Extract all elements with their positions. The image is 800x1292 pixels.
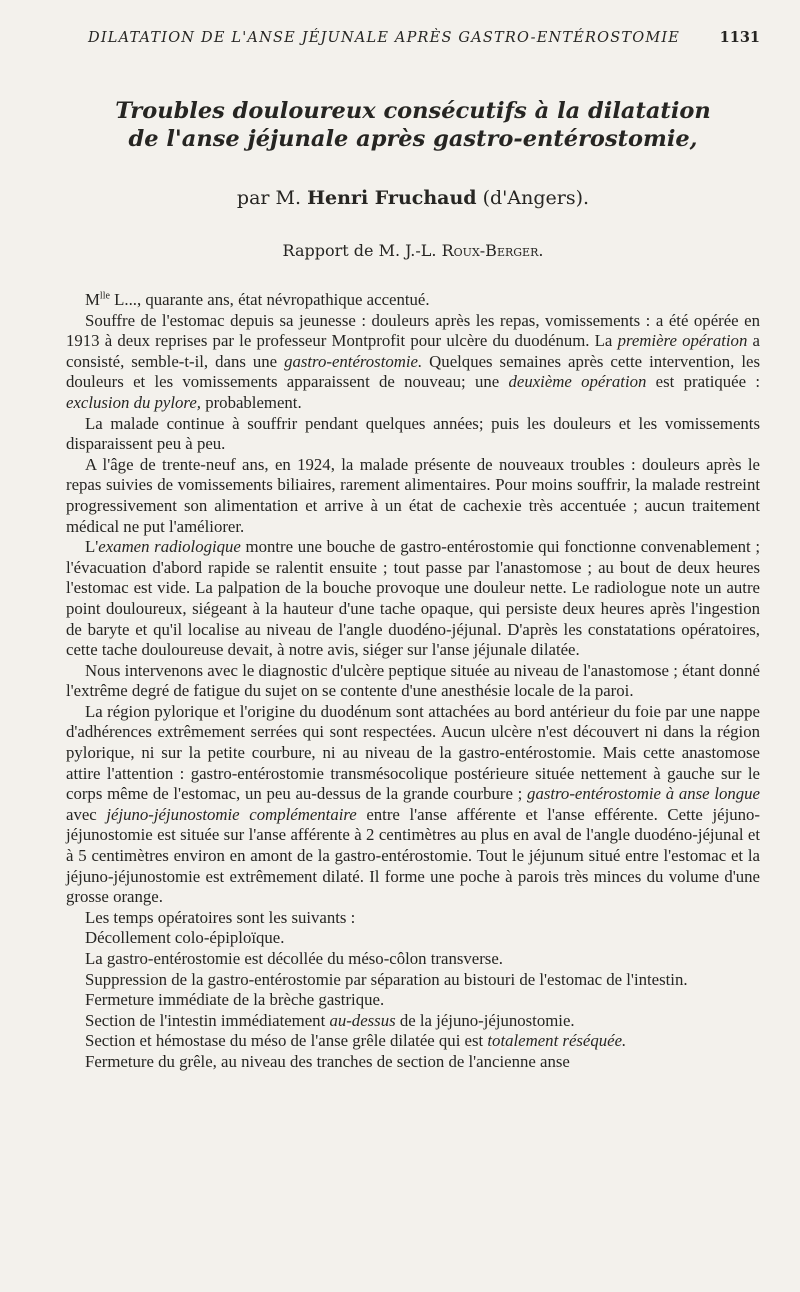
- paragraph-new-troubles: A l'âge de trente-neuf ans, en 1924, la malade présente de nouveaux troubles : douleurs après le repas suivies de vomissements biliaires, rarement alimentaires. Pour moins souffrir, la malade restreint progressivement son alimentation et arrive à un état de cachexie très accentuée ; aucun traitement médical ne put l'améliorer.: [66, 454, 760, 536]
- paragraph-steps-intro: Les temps opératoires sont les suivants :: [85, 907, 356, 927]
- italic-run: exclusion du pylore,: [66, 392, 201, 412]
- paragraph-step-5: [66, 1011, 760, 1032]
- text-run: est pratiquée :: [646, 372, 760, 392]
- running-header: [66, 26, 760, 50]
- text-run: Souffre de l'estomac depuis sa jeunesse : douleurs après les repas, vomissements : a été opérée en 1913 à deux reprises par le professeur Montprofit pour ulcère du duodénum. La: [66, 310, 760, 351]
- article-title-line-2: de l'anse jéjunale après gastro-entérostomie,: [128, 126, 698, 152]
- text-run: probablement.: [201, 392, 302, 412]
- text-run: a consisté, semble-t-il, dans une: [66, 331, 760, 371]
- running-title: DILATATION DE L'ANSE JÉJUNALE APRÈS GASTRO-ENTÉROSTOMIE: [88, 30, 681, 46]
- italic-run: gastro-entérostomie à anse longue: [527, 784, 760, 804]
- text-run: L..., quarante ans, état névropathique accentué.: [109, 290, 430, 309]
- text-run: montre une bouche de gastro-entérostomie qui fonctionne convenablement ; l'évacuation d'abord rapide se ralentit ensuite ; tout passe par l'anastomose ; au bout de deux heures l'estomac est vide. La palpation de la bouche provoque une douleur nette. Le radiologue note un autre point douloureux, siégeant à la hauteur d'une tache opaque, qui persiste deux heures après l'ingestion de baryte et qu'il localise au niveau de l'angle duodéno-jéjunal. D'après les constatations opératoires, cette tache douloureuse devait, à notre avis, siéger sur l'anse jéjunale dilatée.: [66, 537, 760, 660]
- paragraph-step-1: Décollement colo-épiploïque.: [85, 928, 285, 948]
- italic-run: deuxième opération: [508, 372, 647, 392]
- paragraph-intervention: Nous intervenons avec le diagnostic d'ulcère peptique située au niveau de l'anastomose ; étant donné l'extrême degré de fatigue du sujet on se contente d'une anesthésie locale de la paroi.: [66, 660, 760, 701]
- author-place: (d'Angers).: [482, 187, 590, 209]
- article-body: [66, 290, 760, 1073]
- text-run: Quelques semaines après cette intervention, les douleurs et les vomissements apparaissent de nouveau; une: [66, 351, 760, 392]
- text-run: L': [85, 537, 99, 557]
- text-run: M: [85, 290, 100, 309]
- italic-run: jéjuno-jéjunostomie complémentaire: [106, 804, 357, 824]
- text-run: de la jéjuno-jéjunostomie.: [395, 1010, 575, 1030]
- text-run: La région pylorique et l'origine du duodénum sont attachées au bord antérieur du foie par une nappe d'adhérences extrêmement serrées qui sont respectées. Aucun ulcère n'est découvert ni dans la région pylorique, ni sur la petite courbure, ni au niveau de la gastro-entérostomie. Mais cette anastomose attire l'attention : gastro-entérostomie transmésocolique postérieure située nettement à gauche sur le corps même de l'estomac, un peu au-dessus de la grande courbure ;: [66, 701, 760, 804]
- reporter-name: Roux-Berger.: [441, 241, 544, 260]
- author-name: Henri Fruchaud: [307, 187, 477, 209]
- byline: [66, 186, 760, 210]
- superscript: lle: [99, 290, 110, 302]
- paragraph-step-2: La gastro-entérostomie est décollée du méso-côlon transverse.: [85, 949, 503, 968]
- text-run: entre l'anse afférente et l'anse efférente. Cette jéjuno-jéjunostomie est située sur l'anse afférente à 2 centimètres au plus en aval de l'angle duodéno-jéjunal et à 5 centimètres environ en amont de la gastro-entérostomie. Tout le jéjunum situé entre l'estomac et la jéjuno-jéjunostomie est extrêmement dilaté. Il forme une poche à parois très minces du volume d'une grosse orange.: [66, 804, 760, 907]
- italic-run: examen radiologique: [98, 537, 241, 557]
- paragraph-findings: [66, 702, 760, 908]
- byline-prefix: par M.: [236, 187, 302, 209]
- paragraph-continuation: La malade continue à souffrir pendant quelques années; puis les douleurs et les vomissements disparaissent peu à peu.: [66, 413, 760, 454]
- text-run: avec: [66, 804, 107, 824]
- article-title: [66, 97, 760, 153]
- page-number: 1131: [719, 29, 760, 46]
- report-line: [66, 240, 760, 262]
- italic-run: première opération: [617, 331, 748, 351]
- paragraph-history: [66, 311, 760, 414]
- italic-run: au-dessus: [329, 1010, 396, 1030]
- text-run: Section et hémostase du méso de l'anse grêle dilatée qui est: [85, 1031, 488, 1051]
- article-title-line-1: Troubles douloureux consécutifs à la dilatation: [115, 98, 711, 124]
- paragraph-step-4: Fermeture immédiate de la brèche gastrique.: [85, 990, 385, 1010]
- italic-run: totalement réséquée.: [487, 1031, 627, 1051]
- paragraph-step-6: [66, 1031, 760, 1052]
- paragraph-step-7: Fermeture du grêle, au niveau des tranches de section de l'ancienne anse: [85, 1051, 570, 1071]
- paragraph-step-3: Suppression de la gastro-entérostomie par séparation au bistouri de l'estomac de l'intestin.: [85, 969, 688, 989]
- italic-run: gastro-entérostomie.: [284, 351, 423, 371]
- report-prefix: Rapport de M. J.-L.: [282, 241, 437, 260]
- paragraph-patient: [66, 290, 760, 311]
- text-run: Section de l'intestin immédiatement: [85, 1010, 330, 1030]
- paragraph-radiology: [66, 537, 760, 661]
